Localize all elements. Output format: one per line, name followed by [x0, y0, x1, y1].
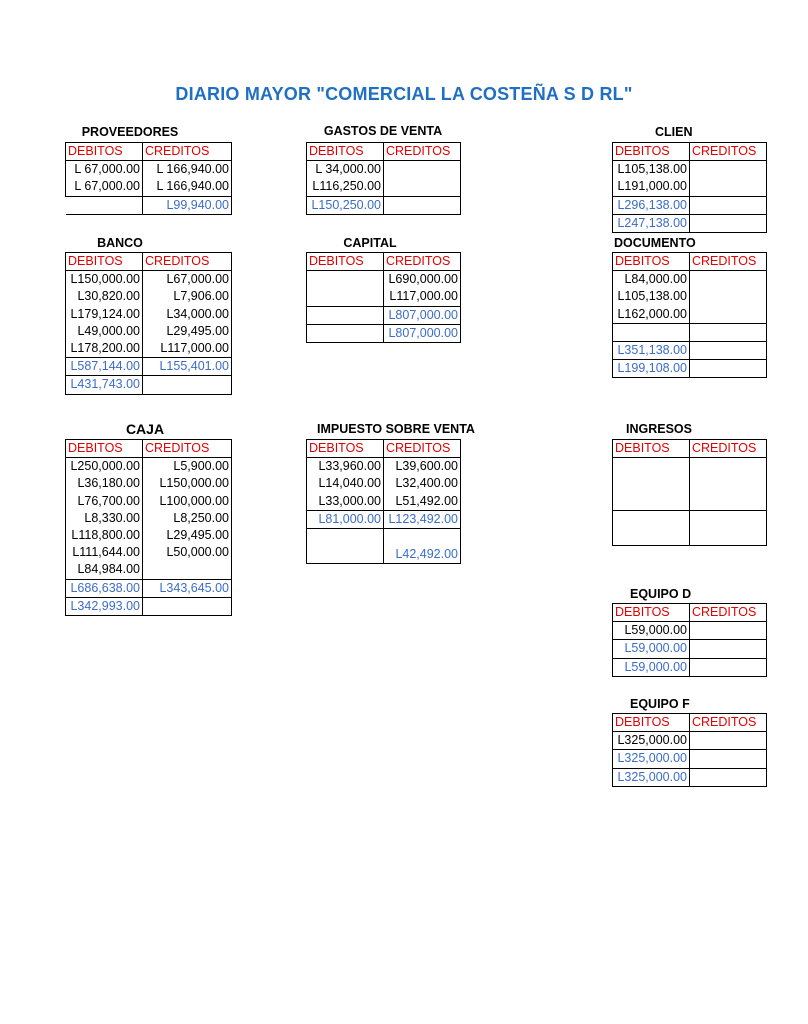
- ledger-gastos-venta: [306, 142, 461, 215]
- debit-header: DEBITOS: [66, 440, 143, 458]
- credit-cell: L29,495.00: [143, 527, 232, 544]
- ledger-isv: [306, 439, 461, 564]
- credit-total: L123,492.00: [384, 510, 461, 528]
- ledger-equipo-f: [612, 713, 767, 787]
- account-name-capital: CAPITAL: [343, 236, 397, 250]
- credit-cell: [384, 196, 461, 214]
- credit-cell: [384, 178, 461, 196]
- credit-cell: L7,906.00: [143, 288, 232, 305]
- credit-header: CREDITOS: [384, 440, 461, 458]
- debit-cell: L179,124.00: [66, 306, 143, 323]
- account-name-isv: IMPUESTO SOBRE VENTA: [317, 422, 475, 436]
- debit-header: DEBITOS: [613, 440, 690, 458]
- debit-cell: L30,820.00: [66, 288, 143, 305]
- debit-total: L351,138.00: [613, 341, 690, 359]
- balance: L325,000.00: [613, 768, 690, 786]
- debit-cell: L250,000.00: [66, 458, 143, 476]
- credit-header: CREDITOS: [143, 253, 232, 271]
- balance: L431,743.00: [66, 376, 143, 394]
- balance: L199,108.00: [613, 360, 690, 378]
- ledger-proveedores: [65, 142, 232, 215]
- balance: L342,993.00: [66, 597, 143, 615]
- credit-header: CREDITOS: [690, 714, 767, 732]
- debit-cell: L8,330.00: [66, 510, 143, 527]
- debit-cell: L111,644.00: [66, 544, 143, 561]
- debit-cell: L118,800.00: [66, 527, 143, 544]
- debit-cell: L33,960.00: [307, 458, 384, 476]
- debit-cell: L162,000.00: [613, 306, 690, 324]
- account-name-gastos-venta: GASTOS DE VENTA: [323, 124, 443, 138]
- debit-cell: L105,138.00: [613, 161, 690, 179]
- credit-header: CREDITOS: [384, 253, 461, 271]
- ledger-documentos: [612, 252, 767, 378]
- credit-cell: L39,600.00: [384, 458, 461, 476]
- page-title: DIARIO MAYOR "COMERCIAL LA COSTEÑA S D RL": [175, 84, 633, 104]
- debit-cell: L33,000.00: [307, 493, 384, 511]
- debit-cell: L 67,000.00: [66, 161, 143, 179]
- credit-cell: L50,000.00: [143, 544, 232, 561]
- ledger-caja: [65, 439, 232, 616]
- debit-total: L325,000.00: [613, 750, 690, 768]
- debit-cell: L 34,000.00: [307, 161, 384, 179]
- credit-header: CREDITOS: [690, 440, 767, 458]
- credit-total: L155,401.00: [143, 358, 232, 376]
- debit-header: DEBITOS: [307, 440, 384, 458]
- credit-header: CREDITOS: [143, 440, 232, 458]
- debit-cell: L 67,000.00: [66, 178, 143, 196]
- account-name-clientes: CLIEN: [655, 125, 693, 139]
- account-name-documentos: DOCUMENTO: [614, 236, 696, 250]
- credit-cell: L29,495.00: [143, 323, 232, 340]
- credit-cell: L150,000.00: [143, 475, 232, 492]
- credit-header: CREDITOS: [690, 253, 767, 271]
- account-name-equipo-f: EQUIPO F: [630, 697, 690, 711]
- debit-header: DEBITOS: [307, 143, 384, 161]
- debit-header: DEBITOS: [613, 143, 690, 161]
- debit-header: DEBITOS: [307, 253, 384, 271]
- ledger-banco: [65, 252, 232, 395]
- ledger-clientes: [612, 142, 767, 233]
- ledger-capital: [306, 252, 461, 343]
- credit-total: L343,645.00: [143, 579, 232, 597]
- debit-total: L59,000.00: [613, 640, 690, 658]
- debit-cell: L105,138.00: [613, 288, 690, 305]
- credit-cell: L51,492.00: [384, 493, 461, 511]
- credit-cell: L5,900.00: [143, 458, 232, 476]
- debit-cell: L84,000.00: [613, 271, 690, 289]
- debit-cell: L14,040.00: [307, 475, 384, 492]
- credit-cell: L8,250.00: [143, 510, 232, 527]
- credit-cell: L 166,940.00: [143, 178, 232, 196]
- debit-total: L150,250.00: [307, 196, 384, 214]
- debit-header: DEBITOS: [613, 253, 690, 271]
- debit-total: L587,144.00: [66, 358, 143, 376]
- credit-cell: L100,000.00: [143, 493, 232, 510]
- credit-header: CREDITOS: [384, 143, 461, 161]
- credit-header: CREDITOS: [690, 604, 767, 622]
- credit-cell: L34,000.00: [143, 306, 232, 323]
- credit-cell: L690,000.00: [384, 271, 461, 289]
- debit-cell: L76,700.00: [66, 493, 143, 510]
- ledger-ingresos: [612, 439, 767, 546]
- debit-cell: L150,000.00: [66, 271, 143, 289]
- debit-cell: L191,000.00: [613, 178, 690, 196]
- credit-total: L807,000.00: [384, 306, 461, 324]
- ledger-equipo-d: [612, 603, 767, 677]
- credit-cell: L67,000.00: [143, 271, 232, 289]
- balance: L59,000.00: [613, 658, 690, 676]
- debit-cell: L84,984.00: [66, 561, 143, 579]
- credit-total: L99,940.00: [143, 196, 232, 214]
- debit-total: L81,000.00: [307, 510, 384, 528]
- credit-header: CREDITOS: [143, 143, 232, 161]
- account-name-proveedores: PROVEEDORES: [81, 125, 179, 139]
- debit-total: L686,638.00: [66, 579, 143, 597]
- credit-header: CREDITOS: [690, 143, 767, 161]
- account-name-ingresos: INGRESOS: [626, 422, 692, 436]
- balance: L247,138.00: [613, 214, 690, 232]
- debit-cell: L36,180.00: [66, 475, 143, 492]
- debit-header: DEBITOS: [66, 143, 143, 161]
- credit-cell: L32,400.00: [384, 475, 461, 492]
- debit-cell: L116,250.00: [307, 178, 384, 196]
- credit-cell: L 166,940.00: [143, 161, 232, 179]
- credit-cell: [384, 161, 461, 179]
- account-name-banco: BANCO: [97, 236, 143, 250]
- debit-header: DEBITOS: [613, 714, 690, 732]
- debit-cell: L178,200.00: [66, 340, 143, 358]
- debit-cell: L325,000.00: [613, 732, 690, 750]
- debit-cell: L49,000.00: [66, 323, 143, 340]
- credit-cell: L117,000.00: [384, 288, 461, 306]
- debit-total: L296,138.00: [613, 196, 690, 214]
- account-name-caja: CAJA: [125, 421, 165, 437]
- debit-cell: [66, 196, 143, 214]
- balance: L42,492.00: [384, 546, 461, 564]
- debit-header: DEBITOS: [613, 604, 690, 622]
- debit-cell: L59,000.00: [613, 622, 690, 640]
- debit-header: DEBITOS: [66, 253, 143, 271]
- balance: L807,000.00: [384, 324, 461, 342]
- credit-cell: L117,000.00: [143, 340, 232, 358]
- account-name-equipo-d: EQUIPO D: [630, 587, 692, 601]
